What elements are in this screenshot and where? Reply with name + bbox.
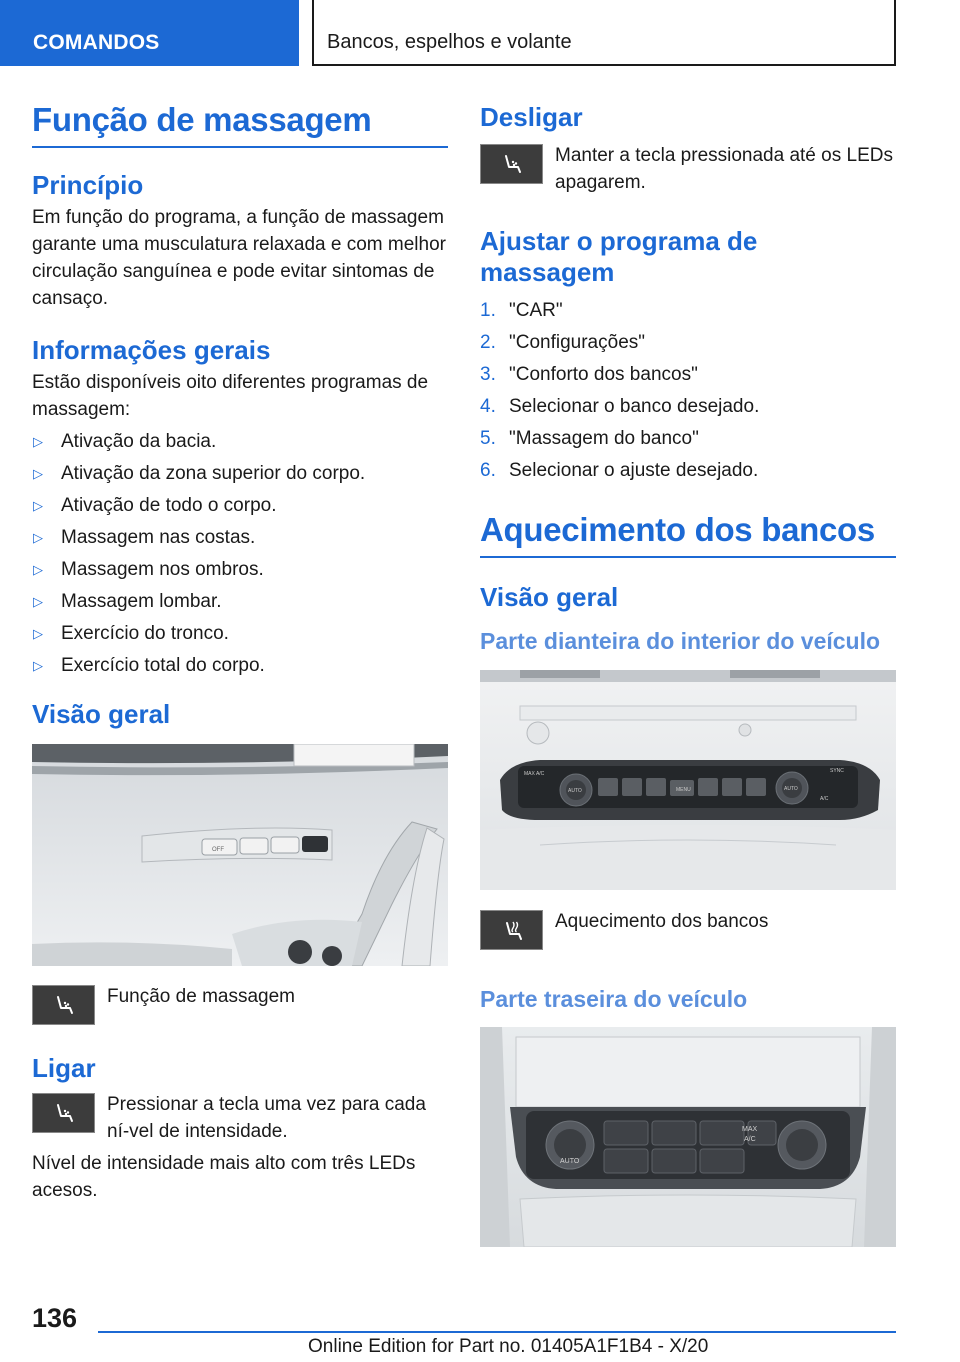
chapter-label: COMANDOS xyxy=(33,31,160,54)
footer-edition-text: Online Edition for Part no. 01405A1F1B4 - X/20 xyxy=(308,1336,709,1357)
seat-massage-icon xyxy=(32,1093,95,1133)
seat-massage-icon xyxy=(32,985,95,1025)
front-console-photo xyxy=(480,670,896,890)
rear-console-photo xyxy=(480,1027,896,1247)
massage-title-block xyxy=(32,100,448,148)
heating-overview-heading: Visão geral xyxy=(480,581,619,612)
off-heading: Desligar xyxy=(480,102,583,132)
on-instruction-row xyxy=(32,1091,448,1145)
rear-ac-label: A/C xyxy=(744,1136,756,1144)
off-instruction-text: Manter a tecla pressionada até os LEDs apagarem. xyxy=(555,145,893,194)
seat-massage-icon xyxy=(480,144,543,184)
massage-icon-caption-row xyxy=(32,983,448,1025)
front-console-illustration xyxy=(480,670,896,890)
list-item: 4. Selecionar o banco desejado. xyxy=(480,396,760,418)
front-auto-right-label: AUTO xyxy=(784,785,798,792)
list-item: 2. "Configurações" xyxy=(480,332,646,354)
topic-label: Bancos, espelhos e volante xyxy=(327,31,572,53)
bullet-triangle-icon: ▷ xyxy=(33,658,43,674)
heating-title-block xyxy=(480,510,896,558)
list-item: ▷ Massagem nos ombros. xyxy=(32,556,448,583)
list-item: ▷ Ativação da bacia. xyxy=(32,428,448,455)
list-item: ▷ Exercício total do corpo. xyxy=(32,652,448,679)
footer-divider xyxy=(98,1331,896,1333)
adjust-steps-list xyxy=(480,297,896,484)
on-heading: Ligar xyxy=(32,1052,96,1083)
list-item: ▷ Exercício do tronco. xyxy=(32,620,448,647)
massage-title: Função de massagem xyxy=(32,101,372,138)
principle-text: Em função do programa, a função de massagem garante uma musculatura relaxada e com melhor circulação sanguínea e pode evitar sintomas de cansaço. xyxy=(32,207,446,309)
list-item: 1. "CAR" xyxy=(480,300,563,322)
heating-icon-caption: Aquecimento dos bancos xyxy=(555,910,769,932)
rear-auto-label: AUTO xyxy=(560,1158,580,1166)
adjust-program-heading: Ajustar o programa de massagem xyxy=(480,226,758,287)
principle-heading: Princípio xyxy=(32,169,144,200)
front-ac-label: A/C xyxy=(820,795,829,802)
front-auto-left-label: AUTO xyxy=(568,787,582,794)
on-instruction-text: Pressionar a tecla uma vez para cada ní-vel de intensidade. xyxy=(107,1094,426,1143)
seat-heating-icon xyxy=(480,910,543,950)
chapter-tab xyxy=(0,0,299,66)
bullet-triangle-icon: ▷ xyxy=(33,434,43,450)
overview-heading: Visão geral xyxy=(32,699,171,730)
rear-interior-heading: Parte traseira do veículo xyxy=(480,985,748,1012)
door-panel-illustration xyxy=(32,744,448,966)
list-item: ▷ Massagem lombar. xyxy=(32,588,448,615)
heating-icon-caption-row xyxy=(480,908,896,950)
rear-max-label: MAX xyxy=(742,1126,758,1134)
list-item: 6. Selecionar o ajuste desejado. xyxy=(480,460,759,482)
list-item: ▷ Ativação de todo o corpo. xyxy=(32,492,448,519)
rear-console-illustration xyxy=(480,1027,896,1247)
front-interior-heading: Parte dianteira do interior do veículo xyxy=(480,628,881,655)
front-sync-label: SYNC xyxy=(830,767,844,774)
off-instruction-row xyxy=(480,142,896,196)
door-panel-photo xyxy=(32,744,448,966)
front-max-ac-label: MAX A/C xyxy=(524,770,545,777)
page-number: 136 xyxy=(32,1303,78,1333)
list-item: ▷ Massagem nas costas. xyxy=(32,524,448,551)
right-column xyxy=(480,102,896,1247)
general-info-heading: Informações gerais xyxy=(32,335,271,365)
front-menu-label: MENU xyxy=(676,786,691,793)
bullet-triangle-icon: ▷ xyxy=(33,626,43,642)
bullet-triangle-icon: ▷ xyxy=(33,562,43,578)
topic-tab xyxy=(312,0,896,66)
massage-programs-list xyxy=(32,428,448,679)
on-intensity-text: Nível de intensidade mais alto com três LEDs acesos. xyxy=(32,1153,416,1202)
bullet-triangle-icon: ▷ xyxy=(33,466,43,482)
list-item: 3. "Conforto dos bancos" xyxy=(480,364,698,386)
bullet-triangle-icon: ▷ xyxy=(33,530,43,546)
bullet-triangle-icon: ▷ xyxy=(33,594,43,610)
door-off-label: OFF xyxy=(212,846,224,853)
left-column xyxy=(32,100,448,1204)
list-item: 5. "Massagem do banco" xyxy=(480,428,699,450)
list-item: ▷ Ativação da zona superior do corpo. xyxy=(32,460,448,487)
heating-title: Aquecimento dos bancos xyxy=(480,511,875,549)
massage-icon-caption: Função de massagem xyxy=(107,985,295,1007)
general-info-text: Estão disponíveis oito diferentes programas de massagem: xyxy=(32,372,429,421)
bullet-triangle-icon: ▷ xyxy=(33,498,43,514)
